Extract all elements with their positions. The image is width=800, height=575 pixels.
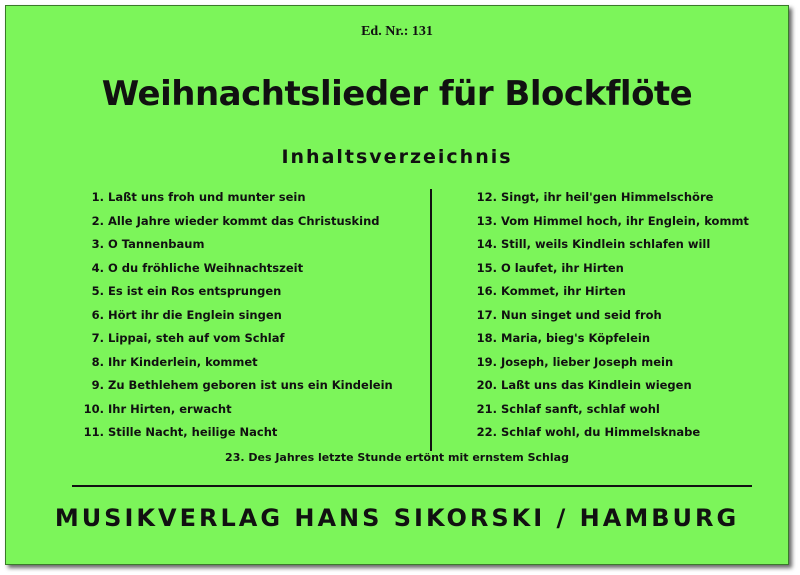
song-title: Schlaf wohl, du Himmelsknabe — [501, 425, 701, 439]
publisher-name: MUSIKVERLAG HANS SIKORSKI / HAMBURG — [54, 504, 740, 532]
song-item — [461, 351, 781, 375]
song-title: Vom Himmel hoch, ihr Englein, kommt — [501, 213, 749, 228]
song-item — [76, 186, 416, 210]
song-item — [76, 280, 416, 304]
song-title: Maria, bieg's Köpfelein — [501, 331, 651, 345]
song-item — [76, 374, 416, 398]
song-number: 20. — [476, 378, 497, 392]
song-item — [461, 421, 781, 445]
song-title: Ihr Hirten, erwacht — [108, 401, 232, 416]
song-list-right — [461, 186, 781, 445]
song-title: Es ist ein Ros entsprungen — [108, 284, 282, 298]
song-number: 13. — [476, 213, 497, 228]
song-item — [76, 210, 416, 234]
song-number: 3. — [91, 237, 104, 251]
song-title: Laßt uns das Kindlein wiegen — [501, 378, 692, 392]
song-item-23: 23. Des Jahres letzte Stunde ertönt mit ernstem Schlag — [225, 451, 569, 464]
song-item — [461, 374, 781, 398]
song-title: Still, weils Kindlein schlafen will — [501, 237, 711, 251]
song-item — [461, 304, 781, 328]
song-number: 8. — [91, 354, 104, 369]
song-number: 15. — [476, 260, 497, 275]
song-number: 2. — [91, 213, 104, 228]
song-title: Kommet, ihr Hirten — [501, 284, 626, 298]
cover-card — [5, 5, 789, 565]
song-number: 22. — [476, 425, 497, 439]
song-title: Nun singet und seid froh — [501, 307, 662, 322]
song-title: Joseph, lieber Joseph mein — [501, 354, 674, 369]
horizontal-rule — [72, 485, 752, 487]
song-number: 7. — [91, 331, 104, 345]
edition-number: Ed. Nr.: 131 — [361, 24, 433, 39]
song-number: 10. — [83, 401, 104, 416]
song-number: 16. — [476, 284, 497, 298]
song-number: 21. — [476, 401, 497, 416]
song-number: 11. — [83, 425, 104, 439]
song-number: 14. — [476, 237, 497, 251]
song-title: Ihr Kinderlein, kommet — [108, 354, 258, 369]
song-title: Alle Jahre wieder kommt das Christuskind — [108, 213, 380, 228]
table-of-contents-heading: Inhaltsverzeichnis — [281, 146, 513, 168]
song-number: 18. — [476, 331, 497, 345]
song-title: Hört ihr die Englein singen — [108, 307, 282, 322]
song-number: 4. — [91, 260, 104, 275]
column-divider — [430, 189, 432, 451]
song-item — [76, 421, 416, 445]
song-title: Stille Nacht, heilige Nacht — [108, 425, 278, 439]
song-number: 6. — [91, 307, 104, 322]
song-number: 12. — [476, 190, 497, 204]
song-number: 17. — [476, 307, 497, 322]
song-item — [76, 351, 416, 375]
song-list-left — [76, 186, 416, 445]
song-item — [461, 186, 781, 210]
song-title: Laßt uns froh und munter sein — [108, 190, 306, 204]
song-title: O laufet, ihr Hirten — [501, 260, 624, 275]
song-title: O du fröhliche Weihnachtszeit — [108, 260, 304, 275]
song-number: 19. — [476, 354, 497, 369]
song-title: Zu Bethlehem geboren ist uns ein Kindelein — [108, 378, 393, 392]
song-number: 5. — [91, 284, 104, 298]
song-title: O Tannenbaum — [108, 237, 205, 251]
song-item — [76, 398, 416, 422]
song-item — [461, 280, 781, 304]
song-number: 1. — [91, 190, 104, 204]
song-item — [461, 233, 781, 257]
song-item — [76, 327, 416, 351]
song-title: Singt, ihr heil'gen Himmelschöre — [501, 190, 714, 204]
song-item — [461, 257, 781, 281]
song-item — [76, 257, 416, 281]
song-item — [461, 327, 781, 351]
song-item — [76, 233, 416, 257]
song-item — [461, 398, 781, 422]
song-item — [76, 304, 416, 328]
song-number: 9. — [91, 378, 104, 392]
song-title: Lippai, steh auf vom Schlaf — [108, 331, 285, 345]
song-title: Schlaf sanft, schlaf wohl — [501, 401, 660, 416]
page-title: Weihnachtslieder für Blockflöte — [101, 74, 693, 114]
song-item — [461, 210, 781, 234]
